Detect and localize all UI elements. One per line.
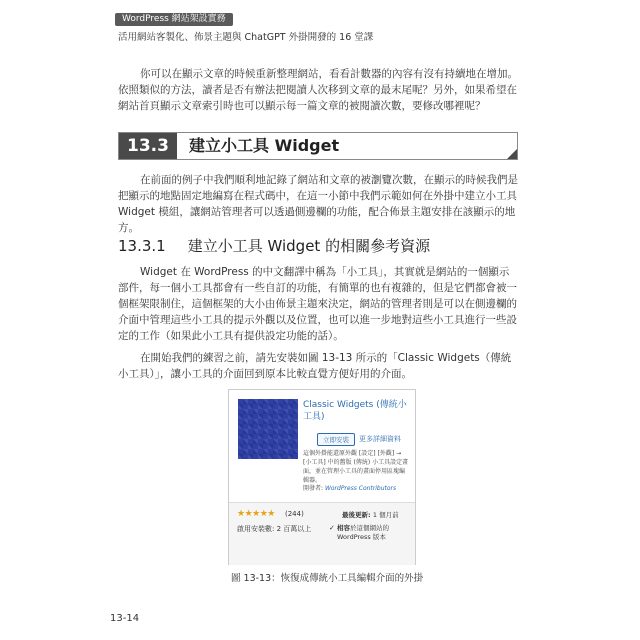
author-link[interactable]: WordPress Contributors [324, 485, 397, 492]
last-updated [342, 510, 399, 519]
subsection-title: 建立小工具 Widget 的相關參考資源 [187, 237, 431, 255]
section-corner-decoration [507, 149, 517, 159]
page-number: 13-14 [110, 613, 140, 624]
rating-stars-icon: ★★★★★ [237, 509, 275, 519]
more-details-link[interactable]: 更多詳細資料 [359, 435, 401, 443]
section-title: 建立小工具 Widget [189, 136, 340, 155]
plugin-thumbnail-icon [238, 399, 298, 459]
section-paragraph: 在前面的例子中我們順利地記錄了網站和文章的被瀏覽次數，在顯示的時候我們是把顯示的地點固定地編寫在程式碼中，在這一小節中我們示範如何在外掛中建立小工具 Widget 模組，讓網站管理者可以透過側邊欄的功能，配合佈景主題安排在該顯示的地方。 [118, 174, 518, 234]
plugin-card [228, 389, 416, 565]
book-subtitle: 活用網站客製化、佈景主題與 ChatGPT 外掛開發的 16 堂課 [118, 32, 374, 43]
figure-caption: 圖 13-13：恢復成傳統小工具編輯介面的外掛 [231, 573, 424, 584]
body-paragraph-1: Widget 在 WordPress 的中文翻譯中稱為「小工具」，其實就是網站的一個顯示部件，每一個小工具都會有一些自訂的功能，有簡單的也有複雜的，但是它們都會被一個框架限制住，這個框架的大小由佈景主題來決定，網站的管理者則是可以在側邊欄的介面中管理這些小工具的提示外觀以及位置，也可以進一步地對這些小工具進行一些設定的工作（如果此小工具有提供設定功能的話）。 [118, 266, 517, 342]
compatibility-note [329, 524, 413, 542]
book-title-badge: WordPress 網站架設實務 [115, 13, 233, 26]
compatible-label: 相容 [337, 524, 350, 532]
last-updated-label: 最後更新: [342, 511, 373, 519]
active-installs: 啟用安裝數: 2 百萬以上 [237, 525, 312, 533]
section-heading [118, 132, 518, 160]
subsection-heading [118, 235, 430, 256]
last-updated-value: 1 個月前 [372, 511, 399, 519]
author-prefix: 開發者: [303, 485, 325, 492]
plugin-card-footer [229, 502, 415, 565]
plugin-description: 這個外掛能還原外觀 [設定] [外觀] → [小工具] 中的舊版 (傳統) 小工具設定畫面，並在管理小工具的畫面停用區塊編輯器。 [303, 450, 409, 484]
plugin-name-link[interactable]: Classic Widgets (傳統小工具) [303, 400, 407, 422]
rating-count-link[interactable]: (244) [285, 510, 304, 518]
check-icon: ✓ [329, 524, 335, 532]
intro-paragraph: 你可以在顯示文章的時候重新整理網站，看看計數器的內容有沒有持續地在增加。依照類似的方法，讀者是否有辦法把閱讀人次移到文章的最末尾呢？另外，如果希望在網站首頁顯示文章索引時也可以顯示每一篇文章的被閱讀次數，要修改哪裡呢？ [118, 68, 518, 112]
section-number: 13.3 [119, 133, 177, 159]
compatible-text: 於這個網站的 WordPress 版本 [337, 524, 389, 541]
subsection-number: 13.3.1 [118, 237, 166, 255]
body-paragraph-2: 在開始我們的練習之前，請先安裝如圖 13-13 所示的「Classic Widgets（傳統小工具）」，讓小工具的介面回到原本比較直覺方便好用的介面。 [118, 352, 512, 380]
plugin-author [303, 483, 396, 492]
install-now-button[interactable]: 立即安裝 [317, 433, 355, 446]
